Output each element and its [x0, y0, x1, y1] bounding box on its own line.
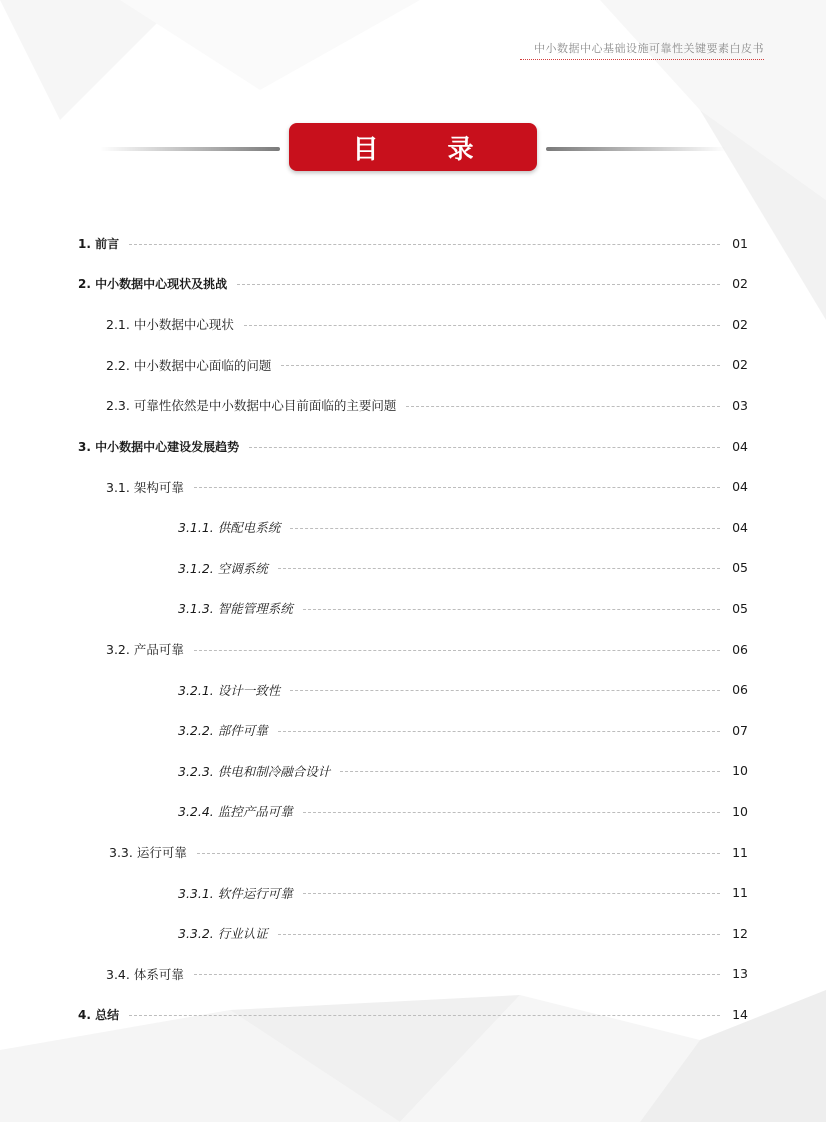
- toc-leader-dots: [281, 365, 720, 366]
- toc-entry-page-number: 06: [732, 682, 748, 698]
- toc-entry[interactable]: [109, 842, 748, 862]
- toc-entry-label: 3.2.2. 部件可靠: [178, 723, 268, 739]
- toc-entry[interactable]: [178, 720, 748, 740]
- toc-entry-page-number: 05: [732, 560, 748, 576]
- toc-leader-dots: [237, 284, 720, 285]
- toc-entry-page-number: 04: [732, 479, 748, 495]
- toc-entry-label: 3.2.3. 供电和制冷融合设计: [178, 763, 331, 779]
- toc-entry[interactable]: [106, 639, 748, 659]
- toc-leader-dots: [290, 528, 720, 529]
- toc-entry-label: 3.1.2. 空调系统: [178, 560, 268, 576]
- toc-entry[interactable]: [178, 680, 748, 700]
- toc-entry-label: 1. 前言: [78, 236, 120, 251]
- toc-entry-label: 3. 中小数据中心建设发展趋势: [78, 439, 240, 454]
- toc-title: 目 录: [352, 134, 504, 165]
- toc-entry-label: 3.1.3. 智能管理系统: [178, 601, 293, 617]
- header-divider: [520, 59, 764, 60]
- toc-leader-dots: [340, 771, 720, 772]
- toc-entry-label: 4. 总结: [78, 1007, 120, 1022]
- toc-entry[interactable]: [106, 314, 748, 334]
- toc-entry-page-number: 06: [732, 641, 748, 657]
- toc-entry-label: 2. 中小数据中心现状及挑战: [78, 277, 228, 292]
- toc-entry-page-number: 04: [732, 438, 748, 454]
- toc-entry-page-number: 10: [732, 803, 748, 819]
- toc-entry[interactable]: [178, 598, 748, 618]
- toc-title-banner: [289, 123, 537, 171]
- toc-entry-page-number: 13: [732, 966, 748, 982]
- toc-leader-dots: [249, 447, 720, 448]
- toc-entry-label: 3.2. 产品可靠: [106, 642, 184, 657]
- toc-entry[interactable]: [178, 517, 748, 537]
- toc-entry-label: 3.3.2. 行业认证: [178, 926, 268, 942]
- toc-leader-dots: [129, 1015, 720, 1016]
- toc-leader-dots: [303, 609, 720, 610]
- toc-entry[interactable]: [106, 395, 748, 415]
- toc-entry[interactable]: [178, 558, 748, 578]
- toc-entry-label: 3.3.1. 软件运行可靠: [178, 885, 293, 901]
- toc-leader-dots: [278, 934, 720, 935]
- toc-entry-label: 2.1. 中小数据中心现状: [106, 317, 234, 333]
- toc-entry-label: 2.2. 中小数据中心面临的问题: [106, 357, 272, 373]
- toc-entry-page-number: 12: [732, 925, 748, 941]
- toc-entry-label: 3.4. 体系可靠: [106, 966, 184, 982]
- toc-entry-page-number: 04: [732, 519, 748, 535]
- toc-entry-page-number: 11: [732, 885, 748, 901]
- toc-leader-dots: [278, 731, 720, 732]
- document-header-title: 中小数据中心基础设施可靠性关键要素白皮书: [534, 42, 764, 55]
- toc-entry[interactable]: [106, 477, 748, 497]
- toc-leader-dots: [244, 325, 720, 326]
- toc-entry[interactable]: [78, 436, 748, 456]
- toc-leader-dots: [197, 853, 720, 854]
- toc-leader-dots: [278, 568, 720, 569]
- toc-entry-label: 3.2.1. 设计一致性: [178, 682, 281, 698]
- toc-entry[interactable]: [178, 883, 748, 903]
- toc-leader-dots: [194, 974, 720, 975]
- toc-entry[interactable]: [78, 274, 748, 294]
- toc-entry[interactable]: [106, 964, 748, 984]
- toc-entry-page-number: 05: [732, 600, 748, 616]
- toc-entry-page-number: 02: [732, 276, 748, 292]
- toc-entry-label: 3.2.4. 监控产品可靠: [178, 804, 293, 820]
- toc-entry-page-number: 11: [732, 844, 748, 860]
- title-decoration-right: [546, 147, 726, 151]
- toc-entry-page-number: 02: [732, 357, 748, 373]
- toc-leader-dots: [406, 406, 720, 407]
- toc-entry-page-number: 01: [732, 235, 748, 251]
- toc-entry[interactable]: [178, 923, 748, 943]
- toc-entry[interactable]: [106, 355, 748, 375]
- toc-entry[interactable]: [178, 761, 748, 781]
- toc-entry-label: 2.3. 可靠性依然是中小数据中心目前面临的主要问题: [106, 398, 397, 414]
- toc-entry[interactable]: [78, 1004, 748, 1024]
- toc-leader-dots: [303, 893, 720, 894]
- toc-entry[interactable]: [78, 233, 748, 253]
- toc-entry[interactable]: [178, 801, 748, 821]
- toc-leader-dots: [194, 487, 720, 488]
- toc-entry-page-number: 10: [732, 763, 748, 779]
- toc-entry-page-number: 07: [732, 722, 748, 738]
- toc-entry-page-number: 14: [732, 1006, 748, 1022]
- toc-entry-label: 3.3. 运行可靠: [109, 845, 187, 860]
- toc-entry-page-number: 03: [732, 397, 748, 413]
- toc-leader-dots: [129, 244, 720, 245]
- toc-leader-dots: [303, 812, 720, 813]
- title-decoration-left: [100, 147, 280, 151]
- toc-entry-label: 3.1.1. 供配电系统: [178, 520, 281, 536]
- toc-entry-page-number: 02: [732, 316, 748, 332]
- toc-leader-dots: [290, 690, 720, 691]
- toc-leader-dots: [194, 650, 720, 651]
- toc-entry-label: 3.1. 架构可靠: [106, 479, 184, 495]
